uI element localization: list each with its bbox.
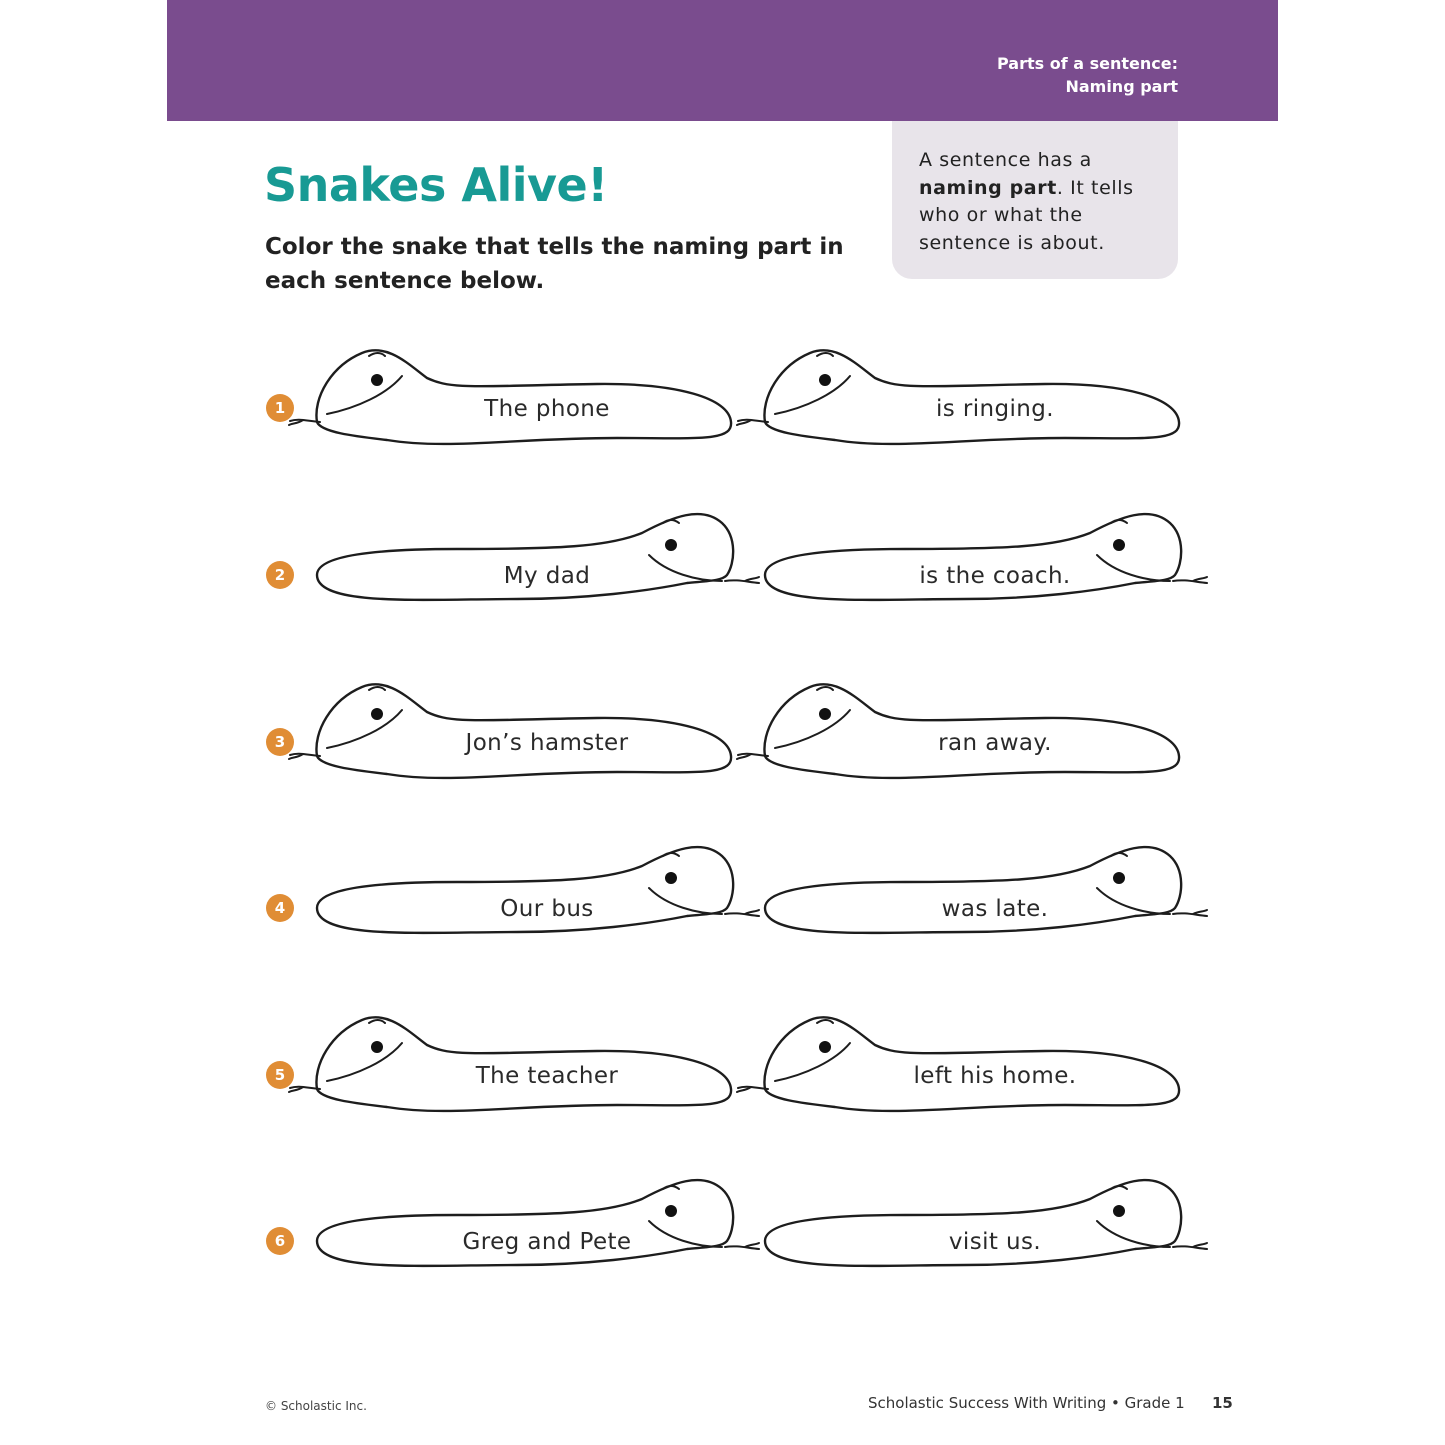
row-number-badge (266, 394, 294, 422)
sentence-row (266, 1017, 1179, 1111)
snake-tongue (1173, 1243, 1207, 1249)
snake-tongue (289, 754, 320, 759)
snake-eye (819, 374, 831, 386)
snake-left[interactable] (289, 350, 731, 444)
snake-tongue (737, 420, 768, 425)
snake-eye (819, 708, 831, 720)
row-number: 1 (274, 399, 286, 417)
row-number: 5 (274, 1066, 286, 1084)
sentence-row (266, 514, 1207, 600)
snake-right[interactable] (737, 1017, 1179, 1111)
page-number: 15 (1212, 1394, 1233, 1412)
snake-text: The teacher (475, 1063, 619, 1089)
snake-tongue (1173, 577, 1207, 583)
snake-left[interactable] (317, 1180, 759, 1266)
sentence-row (266, 1180, 1207, 1266)
snake-right[interactable] (765, 1180, 1207, 1266)
snake-right[interactable] (765, 514, 1207, 600)
sentence-row (266, 847, 1207, 933)
snake-tongue (289, 420, 320, 425)
row-number: 6 (274, 1232, 286, 1250)
snake-eye (1113, 539, 1125, 551)
snake-right[interactable] (737, 684, 1179, 778)
instructions: Color the snake that tells the naming part in each sentence below. (265, 234, 844, 294)
snake-eye (665, 872, 677, 884)
snake-eye (1113, 1205, 1125, 1217)
snake-eye (665, 1205, 677, 1217)
topic-line-1: Parts of a sentence: (996, 54, 1178, 73)
snake-right[interactable] (737, 350, 1179, 444)
snake-text: ran away. (938, 730, 1052, 756)
row-number: 2 (274, 566, 286, 584)
snake-eye (371, 708, 383, 720)
row-number-badge (266, 728, 294, 756)
snake-tongue (737, 754, 768, 759)
tip-text-bold: naming part (919, 176, 1057, 199)
sentence-row (266, 684, 1179, 778)
snake-text: My dad (503, 563, 591, 589)
row-number: 3 (274, 733, 286, 751)
row-number-badge (266, 561, 294, 589)
snake-eye (819, 1041, 831, 1053)
snake-text: Jon’s hamster (465, 730, 629, 756)
snake-eye (371, 374, 383, 386)
snake-left[interactable] (317, 847, 759, 933)
page-title: Snakes Alive! (264, 158, 608, 212)
snake-tongue (737, 1087, 768, 1092)
snake-text: Greg and Pete (462, 1229, 632, 1255)
snake-text: visit us. (948, 1229, 1042, 1255)
snake-text: was late. (941, 896, 1049, 922)
row-number-badge (266, 894, 294, 922)
snake-tongue (725, 910, 759, 916)
snake-tongue (725, 577, 759, 583)
snake-left[interactable] (317, 514, 759, 600)
row-number-badge (266, 1061, 294, 1089)
snake-left[interactable] (289, 1017, 731, 1111)
snake-left[interactable] (289, 684, 731, 778)
snake-text: The phone (484, 396, 610, 422)
snake-eye (1113, 872, 1125, 884)
snake-tongue (289, 1087, 320, 1092)
row-number: 4 (274, 899, 286, 917)
topic-line-2: Naming part (1065, 77, 1178, 96)
series-title: Scholastic Success With Writing • Grade 1 (868, 1394, 1185, 1412)
snake-eye (665, 539, 677, 551)
snake-tongue (725, 1243, 759, 1249)
row-number-badge (266, 1227, 294, 1255)
snake-text: is the coach. (919, 563, 1071, 589)
tip-text-end: . It tells who or what the sentence is about. (919, 176, 1134, 254)
snake-text: left his home. (913, 1063, 1077, 1089)
snake-right[interactable] (765, 847, 1207, 933)
snake-eye (371, 1041, 383, 1053)
tip-text-start: A sentence has a (919, 149, 1092, 171)
sentence-row (266, 350, 1179, 444)
snake-text: is ringing. (936, 396, 1054, 422)
snake-tongue (1173, 910, 1207, 916)
snake-text: Our bus (500, 896, 594, 922)
copyright-notice: © Scholastic Inc. (265, 1399, 367, 1413)
